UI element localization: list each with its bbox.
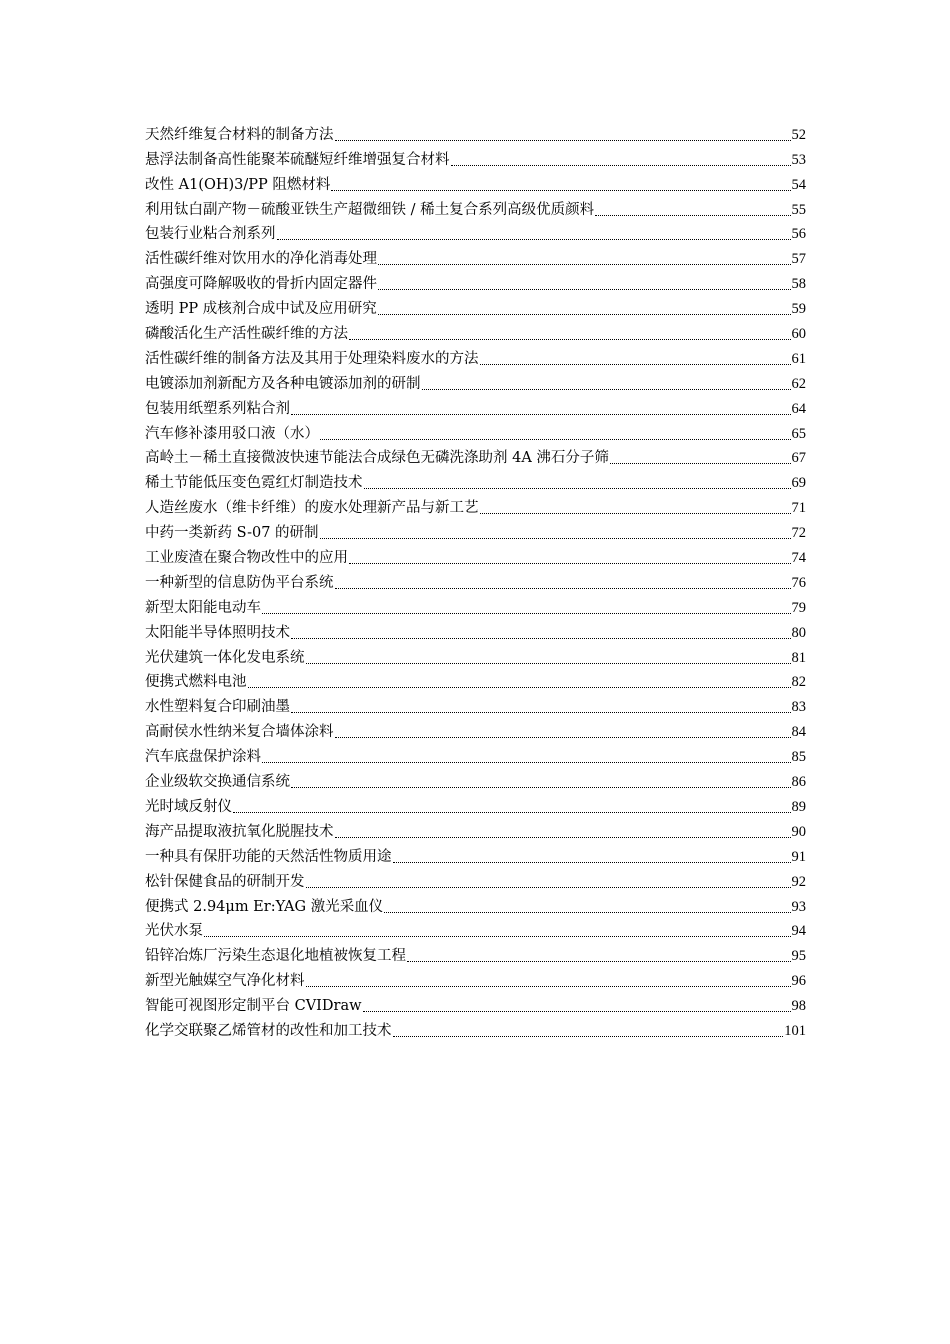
toc-entry-title: 改性 A1(OH)3/PP 阻燃材料	[145, 176, 331, 193]
table-of-contents	[145, 120, 806, 1041]
toc-entry-title: 包装行业粘合剂系列	[145, 226, 276, 243]
toc-dot-leader	[384, 912, 790, 913]
toc-entry-title: 电镀添加剂新配方及各种电镀添加剂的研制	[145, 375, 421, 392]
toc-entry-page-number: 84	[791, 724, 806, 741]
toc-dot-leader	[610, 463, 791, 464]
toc-entry[interactable]	[145, 269, 806, 294]
toc-entry-title: 便携式 2.94μm Er:YAG 激光采血仪	[145, 898, 384, 915]
toc-entry-page-number: 101	[784, 1022, 806, 1039]
toc-entry-title: 便携式燃料电池	[145, 674, 247, 691]
toc-entry-title: 工业废渣在聚合物改性中的应用	[145, 550, 348, 567]
toc-dot-leader	[204, 936, 791, 937]
toc-entry[interactable]	[145, 319, 806, 344]
toc-entry-page-number: 72	[791, 525, 806, 542]
toc-entry-page-number: 93	[791, 898, 806, 915]
toc-dot-leader	[262, 762, 791, 763]
toc-dot-leader	[393, 1036, 784, 1037]
toc-entry-page-number: 94	[791, 923, 806, 940]
toc-dot-leader	[233, 812, 791, 813]
toc-entry-page-number: 71	[791, 500, 806, 517]
toc-entry[interactable]	[145, 717, 806, 742]
toc-entry-page-number: 56	[791, 226, 806, 243]
toc-entry-page-number: 96	[791, 973, 806, 990]
toc-entry-title: 海产品提取液抗氧化脱腥技术	[145, 823, 334, 840]
toc-dot-leader	[335, 140, 791, 141]
toc-entry-title: 活性碳纤维对饮用水的净化消毒处理	[145, 251, 377, 268]
toc-entry-title: 高岭土－稀土直接微波快速节能法合成绿色无磷洗涤助剂 4A 沸石分子筛	[145, 450, 609, 467]
toc-entry-page-number: 82	[791, 674, 806, 691]
toc-entry-title: 高强度可降解吸收的骨折内固定器件	[145, 276, 377, 293]
toc-entry[interactable]	[145, 568, 806, 593]
toc-dot-leader	[407, 961, 791, 962]
toc-entry-page-number: 60	[791, 326, 806, 343]
toc-entry-title: 稀土节能低压变色霓红灯制造技术	[145, 475, 363, 492]
toc-entry-page-number: 90	[791, 823, 806, 840]
toc-entry[interactable]	[145, 1016, 806, 1041]
toc-entry[interactable]	[145, 220, 806, 245]
toc-entry[interactable]	[145, 593, 806, 618]
toc-entry[interactable]	[145, 518, 806, 543]
toc-dot-leader	[451, 165, 791, 166]
toc-entry[interactable]	[145, 419, 806, 444]
toc-entry-title: 化学交联聚乙烯管材的改性和加工技术	[145, 1022, 392, 1039]
toc-entry[interactable]	[145, 369, 806, 394]
toc-entry[interactable]	[145, 195, 806, 220]
toc-entry-page-number: 62	[791, 375, 806, 392]
toc-entry[interactable]	[145, 643, 806, 668]
toc-entry[interactable]	[145, 170, 806, 195]
toc-dot-leader	[291, 787, 791, 788]
toc-entry-page-number: 52	[791, 126, 806, 143]
toc-entry-title: 活性碳纤维的制备方法及其用于处理染料废水的方法	[145, 350, 479, 367]
toc-entry-title: 一种新型的信息防伪平台系统	[145, 574, 334, 591]
toc-entry-page-number: 53	[791, 151, 806, 168]
toc-entry-title: 新型太阳能电动车	[145, 599, 261, 616]
toc-entry-page-number: 69	[791, 475, 806, 492]
toc-entry-page-number: 91	[791, 848, 806, 865]
toc-entry-title: 光时域反射仪	[145, 798, 232, 815]
toc-entry[interactable]	[145, 344, 806, 369]
toc-dot-leader	[349, 339, 791, 340]
toc-entry-title: 汽车底盘保护涂料	[145, 749, 261, 766]
toc-dot-leader	[335, 588, 791, 589]
toc-entry[interactable]	[145, 767, 806, 792]
toc-entry-title: 悬浮法制备高性能聚苯硫醚短纤维增强复合材料	[145, 151, 450, 168]
toc-entry-title: 中药一类新药 S-07 的研制	[145, 525, 319, 542]
toc-entry-title: 松针保健食品的研制开发	[145, 873, 305, 890]
toc-entry-page-number: 57	[791, 251, 806, 268]
toc-entry[interactable]	[145, 468, 806, 493]
toc-entry-title: 光伏建筑一体化发电系统	[145, 649, 305, 666]
toc-entry[interactable]	[145, 294, 806, 319]
toc-entry-page-number: 85	[791, 749, 806, 766]
toc-entry-title: 包装用纸塑系列粘合剂	[145, 400, 290, 417]
toc-entry[interactable]	[145, 692, 806, 717]
toc-entry[interactable]	[145, 444, 806, 469]
toc-entry[interactable]	[145, 941, 806, 966]
toc-entry-title: 高耐侯水性纳米复合墙体涂料	[145, 724, 334, 741]
toc-dot-leader	[291, 712, 791, 713]
toc-entry-page-number: 59	[791, 301, 806, 318]
toc-entry[interactable]	[145, 991, 806, 1016]
toc-entry[interactable]	[145, 244, 806, 269]
toc-entry-page-number: 83	[791, 699, 806, 716]
toc-entry-title: 新型光触媒空气净化材料	[145, 973, 305, 990]
toc-entry[interactable]	[145, 917, 806, 942]
toc-entry-title: 人造丝废水（维卡纤维）的废水处理新产品与新工艺	[145, 500, 479, 517]
toc-dot-leader	[378, 289, 791, 290]
toc-dot-leader	[291, 414, 791, 415]
toc-entry-page-number: 95	[791, 948, 806, 965]
toc-entry[interactable]	[145, 742, 806, 767]
toc-entry[interactable]	[145, 842, 806, 867]
toc-dot-leader	[335, 837, 791, 838]
toc-entry[interactable]	[145, 145, 806, 170]
toc-entry-title: 光伏水泵	[145, 923, 203, 940]
toc-entry-page-number: 92	[791, 873, 806, 890]
toc-dot-leader	[331, 190, 790, 191]
toc-dot-leader	[378, 314, 791, 315]
toc-entry-title: 铅锌冶炼厂污染生态退化地植被恢复工程	[145, 948, 406, 965]
toc-entry[interactable]	[145, 817, 806, 842]
toc-entry-page-number: 76	[791, 574, 806, 591]
toc-dot-leader	[306, 887, 791, 888]
toc-entry-page-number: 67	[791, 450, 806, 467]
toc-entry-page-number: 54	[791, 176, 806, 193]
toc-entry-title: 水性塑料复合印刷油墨	[145, 699, 290, 716]
toc-entry-title: 太阳能半导体照明技术	[145, 624, 290, 641]
toc-dot-leader	[378, 264, 791, 265]
toc-dot-leader	[480, 364, 791, 365]
toc-entry[interactable]	[145, 892, 806, 917]
toc-entry[interactable]	[145, 966, 806, 991]
toc-dot-leader	[248, 687, 791, 688]
toc-entry-page-number: 74	[791, 550, 806, 567]
toc-dot-leader	[306, 663, 791, 664]
toc-entry-title: 企业级软交换通信系统	[145, 774, 290, 791]
toc-entry-page-number: 64	[791, 400, 806, 417]
toc-entry[interactable]	[145, 493, 806, 518]
toc-dot-leader	[363, 1011, 791, 1012]
toc-entry-title: 汽车修补漆用驳口液（水）	[145, 425, 319, 442]
toc-entry-title: 透明 PP 成核剂合成中试及应用研究	[145, 301, 377, 318]
toc-entry-page-number: 58	[791, 276, 806, 293]
toc-entry-title: 磷酸活化生产活性碳纤维的方法	[145, 326, 348, 343]
toc-dot-leader	[306, 986, 791, 987]
toc-dot-leader	[320, 538, 791, 539]
toc-entry[interactable]	[145, 394, 806, 419]
toc-dot-leader	[480, 513, 791, 514]
toc-entry-page-number: 55	[791, 201, 806, 218]
toc-entry-page-number: 65	[791, 425, 806, 442]
toc-entry-page-number: 89	[791, 798, 806, 815]
toc-dot-leader	[349, 563, 791, 564]
toc-entry-title: 智能可视图形定制平台 CVIDraw	[145, 998, 362, 1015]
toc-entry-page-number: 79	[791, 599, 806, 616]
toc-entry-title: 利用钛白副产物－硫酸亚铁生产超微细铁 / 稀土复合系列高级优质颜料	[145, 201, 595, 218]
toc-entry[interactable]	[145, 543, 806, 568]
toc-entry-page-number: 61	[791, 350, 806, 367]
toc-dot-leader	[262, 613, 791, 614]
toc-dot-leader	[595, 215, 790, 216]
toc-entry[interactable]	[145, 120, 806, 145]
toc-dot-leader	[320, 439, 791, 440]
toc-dot-leader	[277, 239, 791, 240]
toc-entry-page-number: 80	[791, 624, 806, 641]
toc-entry[interactable]	[145, 618, 806, 643]
toc-entry[interactable]	[145, 867, 806, 892]
toc-dot-leader	[393, 862, 791, 863]
toc-entry-title: 天然纤维复合材料的制备方法	[145, 126, 334, 143]
toc-dot-leader	[422, 389, 791, 390]
toc-entry-title: 一种具有保肝功能的天然活性物质用途	[145, 848, 392, 865]
toc-entry-page-number: 98	[791, 998, 806, 1015]
toc-entry-page-number: 81	[791, 649, 806, 666]
toc-dot-leader	[291, 638, 791, 639]
toc-entry[interactable]	[145, 668, 806, 693]
toc-entry-page-number: 86	[791, 774, 806, 791]
toc-dot-leader	[335, 737, 791, 738]
toc-entry[interactable]	[145, 792, 806, 817]
toc-dot-leader	[364, 488, 791, 489]
